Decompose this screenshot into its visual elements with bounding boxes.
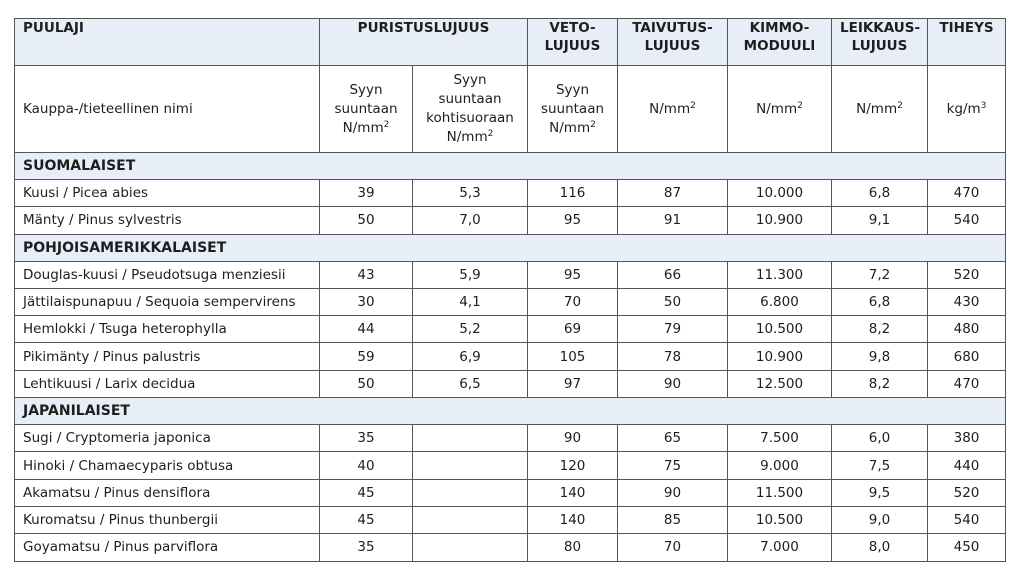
tensile-strength-cell: 69 (528, 316, 618, 343)
header-puristuslujuus: PURISTUSLUJUUS (320, 19, 528, 66)
subheader-veto-parallel (528, 66, 618, 153)
shear-strength-cell: 6,8 (832, 180, 928, 207)
header-vetolujuus-line1: VETO- (549, 20, 596, 36)
compression-parallel-cell: 43 (320, 261, 413, 288)
subheader-puristus-perpendicular (413, 66, 528, 153)
header-leikkauslujuus (832, 19, 928, 66)
unit-text: N/mm (649, 100, 691, 117)
table-row (15, 506, 1006, 533)
table-row (15, 479, 1006, 506)
species-name: Hemlokki / Tsuga heterophylla (15, 316, 320, 343)
header-leikkauslujuus-line2: LUJUUS (851, 38, 908, 54)
header-leikkauslujuus-line1: LEIKKAUS- (840, 20, 921, 36)
unit-text: kg/m (946, 100, 981, 117)
bending-strength-cell: 90 (618, 479, 728, 506)
table-row (15, 534, 1006, 561)
compression-parallel-cell: 35 (320, 425, 413, 452)
subheader-kimmo-unit (728, 66, 832, 153)
header-puulaji: PUULAJI (15, 19, 320, 66)
species-name: Jättilaispunapuu / Sequoia sempervirens (15, 288, 320, 315)
tensile-strength-cell: 140 (528, 479, 618, 506)
elastic-modulus-cell: 10.900 (728, 207, 832, 234)
density-cell: 680 (928, 343, 1006, 370)
tensile-strength-cell: 97 (528, 370, 618, 397)
unit-text: N/mm (856, 100, 898, 117)
header-kimmomoduuli-line2: MODUULI (743, 38, 816, 54)
bending-strength-cell: 79 (618, 316, 728, 343)
compression-perpendicular-cell (413, 506, 528, 533)
bending-strength-cell: 70 (618, 534, 728, 561)
elastic-modulus-cell: 11.500 (728, 479, 832, 506)
unit-text: N/mm (756, 100, 798, 117)
unit-exponent: 2 (897, 100, 903, 111)
tensile-strength-cell: 80 (528, 534, 618, 561)
bending-strength-cell: 85 (618, 506, 728, 533)
tensile-strength-cell: 90 (528, 425, 618, 452)
header-vetolujuus-line2: LUJUUS (544, 38, 601, 54)
compression-parallel-cell: 39 (320, 180, 413, 207)
tensile-strength-cell: 120 (528, 452, 618, 479)
group-row (15, 153, 1006, 180)
density-cell: 470 (928, 180, 1006, 207)
group-row (15, 234, 1006, 261)
table-row (15, 452, 1006, 479)
header-row (15, 19, 1006, 66)
group-label: JAPANILAISET (15, 398, 1006, 425)
tensile-strength-cell: 70 (528, 288, 618, 315)
compression-perpendicular-cell: 6,5 (413, 370, 528, 397)
table-row (15, 316, 1006, 343)
table-row (15, 180, 1006, 207)
density-cell: 520 (928, 261, 1006, 288)
elastic-modulus-cell: 12.500 (728, 370, 832, 397)
tensile-strength-cell: 105 (528, 343, 618, 370)
header-kimmomoduuli-line1: KIMMO- (749, 20, 810, 36)
bending-strength-cell: 78 (618, 343, 728, 370)
unit-text: N/mm (342, 119, 384, 136)
table-row (15, 288, 1006, 315)
tensile-strength-cell: 95 (528, 207, 618, 234)
elastic-modulus-cell: 10.000 (728, 180, 832, 207)
compression-perpendicular-cell: 7,0 (413, 207, 528, 234)
species-name: Douglas-kuusi / Pseudotsuga menziesii (15, 261, 320, 288)
species-name: Goyamatsu / Pinus parviflora (15, 534, 320, 561)
header-taivutuslujuus (618, 19, 728, 66)
group-row (15, 398, 1006, 425)
compression-parallel-cell: 59 (320, 343, 413, 370)
table-row (15, 207, 1006, 234)
elastic-modulus-cell: 9.000 (728, 452, 832, 479)
subheader-tiheys-unit (928, 66, 1006, 153)
shear-strength-cell: 7,5 (832, 452, 928, 479)
elastic-modulus-cell: 10.500 (728, 316, 832, 343)
unit-exponent: 2 (690, 100, 696, 111)
unit-text: Syyn (349, 81, 383, 98)
density-cell: 540 (928, 506, 1006, 533)
density-cell: 540 (928, 207, 1006, 234)
elastic-modulus-cell: 6.800 (728, 288, 832, 315)
shear-strength-cell: 6,8 (832, 288, 928, 315)
species-name: Akamatsu / Pinus densiflora (15, 479, 320, 506)
unit-text: suuntaan (334, 100, 398, 117)
compression-parallel-cell: 50 (320, 207, 413, 234)
shear-strength-cell: 8,2 (832, 370, 928, 397)
compression-perpendicular-cell: 4,1 (413, 288, 528, 315)
elastic-modulus-cell: 7.000 (728, 534, 832, 561)
compression-parallel-cell: 35 (320, 534, 413, 561)
unit-text: Syyn (453, 72, 487, 88)
unit-exponent: 2 (590, 119, 596, 130)
compression-perpendicular-cell: 6,9 (413, 343, 528, 370)
unit-exponent: 2 (797, 100, 803, 111)
compression-parallel-cell: 45 (320, 506, 413, 533)
species-name: Sugi / Cryptomeria japonica (15, 425, 320, 452)
compression-parallel-cell: 30 (320, 288, 413, 315)
unit-text: suuntaan (540, 100, 605, 117)
elastic-modulus-cell: 11.300 (728, 261, 832, 288)
species-name: Kuusi / Picea abies (15, 180, 320, 207)
density-cell: 520 (928, 479, 1006, 506)
subheader-leikkaus-unit (832, 66, 928, 153)
species-name: Pikimänty / Pinus palustris (15, 343, 320, 370)
bending-strength-cell: 66 (618, 261, 728, 288)
compression-perpendicular-cell (413, 425, 528, 452)
table-row (15, 343, 1006, 370)
shear-strength-cell: 8,2 (832, 316, 928, 343)
subheader-name: Kauppa-/tieteellinen nimi (15, 66, 320, 153)
subheader-puristus-parallel (320, 66, 413, 153)
bending-strength-cell: 91 (618, 207, 728, 234)
elastic-modulus-cell: 10.900 (728, 343, 832, 370)
compression-perpendicular-cell: 5,9 (413, 261, 528, 288)
species-name: Mänty / Pinus sylvestris (15, 207, 320, 234)
species-name: Lehtikuusi / Larix decidua (15, 370, 320, 397)
compression-perpendicular-cell (413, 479, 528, 506)
density-cell: 480 (928, 316, 1006, 343)
bending-strength-cell: 90 (618, 370, 728, 397)
compression-perpendicular-cell: 5,3 (413, 180, 528, 207)
compression-parallel-cell: 40 (320, 452, 413, 479)
unit-exponent: 2 (487, 129, 494, 139)
header-tiheys: TIHEYS (928, 19, 1006, 66)
compression-perpendicular-cell: 5,2 (413, 316, 528, 343)
wood-properties-table (14, 18, 1006, 562)
shear-strength-cell: 8,0 (832, 534, 928, 561)
compression-parallel-cell: 50 (320, 370, 413, 397)
unit-text: Syyn (555, 81, 590, 98)
unit-text: suuntaan (438, 91, 502, 107)
unit-exponent: 3 (980, 100, 987, 111)
subheader-taivutus-unit (618, 66, 728, 153)
table-row (15, 261, 1006, 288)
density-cell: 450 (928, 534, 1006, 561)
compression-perpendicular-cell (413, 534, 528, 561)
compression-perpendicular-cell (413, 452, 528, 479)
unit-text: kohtisuoraan (426, 110, 514, 126)
density-cell: 380 (928, 425, 1006, 452)
header-taivutuslujuus-line1: TAIVUTUS- (632, 20, 713, 36)
subheader-row (15, 66, 1006, 153)
unit-text: N/mm (446, 129, 488, 145)
density-cell: 430 (928, 288, 1006, 315)
bending-strength-cell: 65 (618, 425, 728, 452)
shear-strength-cell: 9,8 (832, 343, 928, 370)
table-row (15, 370, 1006, 397)
elastic-modulus-cell: 10.500 (728, 506, 832, 533)
density-cell: 470 (928, 370, 1006, 397)
shear-strength-cell: 7,2 (832, 261, 928, 288)
shear-strength-cell: 9,5 (832, 479, 928, 506)
header-taivutuslujuus-line2: LUJUUS (644, 38, 701, 54)
header-vetolujuus (528, 19, 618, 66)
compression-parallel-cell: 45 (320, 479, 413, 506)
compression-parallel-cell: 44 (320, 316, 413, 343)
tensile-strength-cell: 95 (528, 261, 618, 288)
table-row (15, 425, 1006, 452)
shear-strength-cell: 9,0 (832, 506, 928, 533)
header-kimmomoduuli (728, 19, 832, 66)
shear-strength-cell: 9,1 (832, 207, 928, 234)
species-name: Hinoki / Chamaecyparis obtusa (15, 452, 320, 479)
group-label: POHJOISAMERIKKALAISET (15, 234, 1006, 261)
bending-strength-cell: 75 (618, 452, 728, 479)
shear-strength-cell: 6,0 (832, 425, 928, 452)
density-cell: 440 (928, 452, 1006, 479)
group-label: SUOMALAISET (15, 153, 1006, 180)
unit-text: N/mm (549, 119, 591, 136)
tensile-strength-cell: 140 (528, 506, 618, 533)
species-name: Kuromatsu / Pinus thunbergii (15, 506, 320, 533)
elastic-modulus-cell: 7.500 (728, 425, 832, 452)
bending-strength-cell: 50 (618, 288, 728, 315)
bending-strength-cell: 87 (618, 180, 728, 207)
tensile-strength-cell: 116 (528, 180, 618, 207)
unit-exponent: 2 (383, 119, 390, 130)
